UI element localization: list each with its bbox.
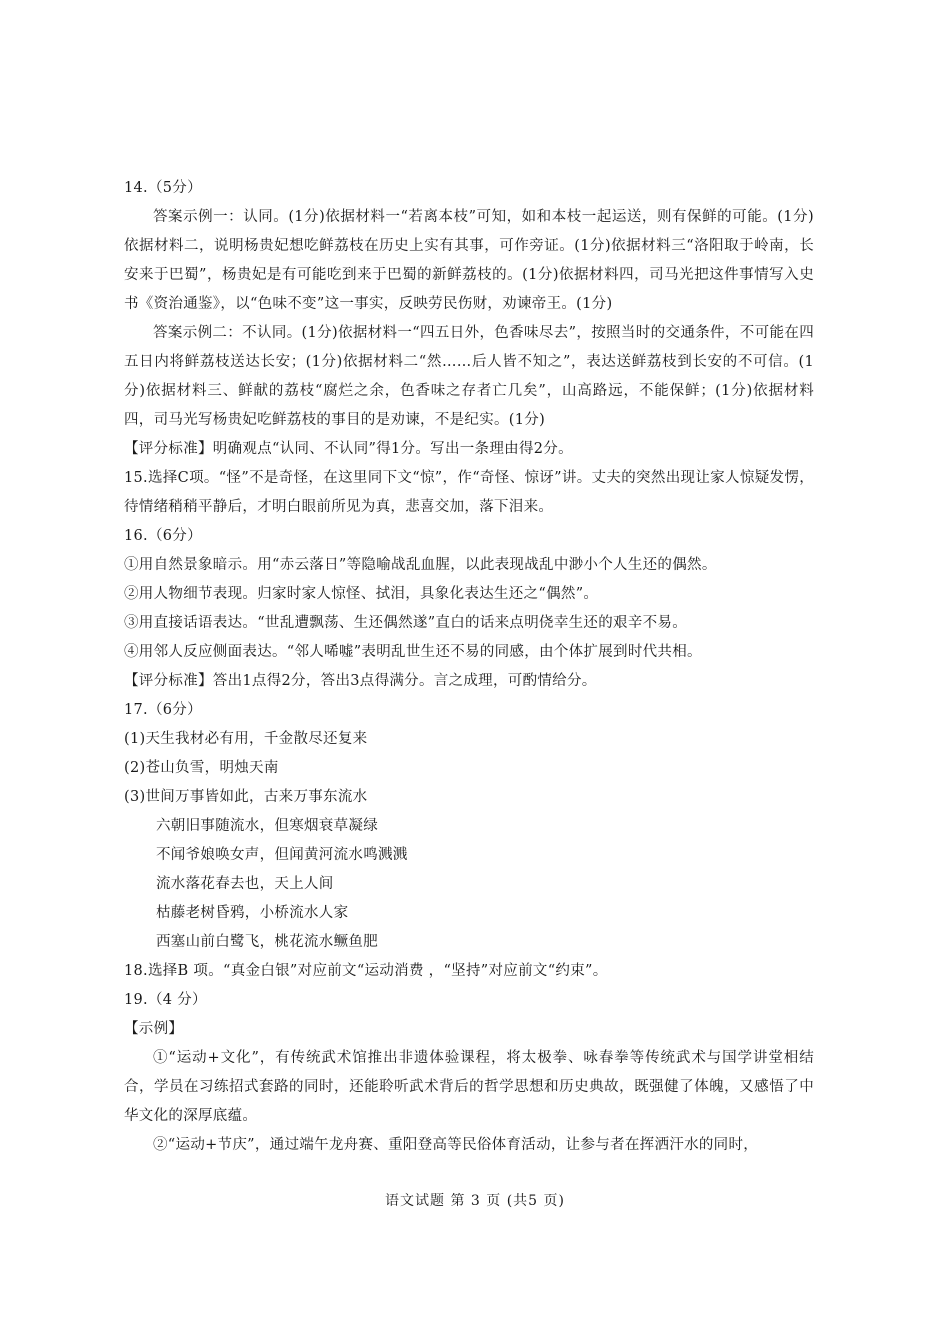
- q17-poem-line-4: 枯藤老树昏鸦，小桥流水人家: [156, 905, 349, 921]
- q17-item-3: (3)世间万事皆如此，古来万事东流水: [124, 789, 368, 805]
- q19-heading: 19.（4 分）: [124, 992, 207, 1008]
- q16-point-2: ②用人物细节表现。归家时家人惊怪、拭泪，具象化表达生还之“偶然”。: [124, 586, 599, 602]
- answer-content: [124, 174, 814, 1160]
- q14-heading: 14.（5分）: [124, 180, 202, 196]
- q14-criteria: 【评分标准】明确观点“认同、不认同”得1分。写出一条理由得2分。: [124, 441, 573, 457]
- page-footer: 语文试题 第 3 页 (共5 页): [385, 1193, 565, 1209]
- q17-heading: 17.（6分）: [124, 702, 202, 718]
- q16-criteria: 【评分标准】答出1点得2分，答出3点得满分。言之成理，可酌情给分。: [124, 673, 597, 689]
- q19-example-label: 【示例】: [124, 1021, 184, 1037]
- q16-heading: 16.（6分）: [124, 528, 202, 544]
- q17-poem-line-2: 不闻爷娘唤女声，但闻黄河流水鸣溅溅: [156, 847, 408, 863]
- q17-item-1: (1)天生我材必有用，千金散尽还复来: [124, 731, 368, 747]
- q16-point-1: ①用自然景象暗示。用“赤云落日”等隐喻战乱血腥，以此表现战乱中渺小个人生还的偶然。: [124, 557, 717, 573]
- q15-answer: 15.选择C项。“怪”不是奇怪，在这里同下文“惊”，作“奇怪、惊讶”讲。丈夫的突然出现让家人惊疑发愣，待情绪稍稍平静后，才明白眼前所见为真，悲喜交加，落下泪来。: [124, 470, 814, 515]
- q17-item-2: (2)苍山负雪，明烛天南: [124, 760, 279, 776]
- q17-poem-line-3: 流水落花春去也，天上人间: [156, 876, 334, 892]
- q19-paragraph-1: ①“运动+文化”，有传统武术馆推出非遗体验课程，将太极拳、咏春拳等传统武术与国学讲堂相结合，学员在习练招式套路的同时，还能聆听武术背后的哲学思想和历史典故，既强健了体魄，又感悟了中华文化的深厚底蕴。: [124, 1050, 814, 1124]
- q18-answer: 18.选择B 项。“真金白银”对应前文“运动消费 ，“坚持”对应前文“约束”。: [124, 963, 608, 979]
- q16-point-4: ④用邻人反应侧面表达。“邻人唏嘘”表明乱世生还不易的同感，由个体扩展到时代共相。: [124, 644, 702, 660]
- q14-example-1: 答案示例一：认同。(1分)依据材料一“若离本枝”可知，如和本枝一起运送，则有保鲜的可能。(1分)依据材料二，说明杨贵妃想吃鲜荔枝在历史上实有其事，可作旁证。(1分)依据材料三“洛阳取于岭南，长安来于巴蜀”，杨贵妃是有可能吃到来于巴蜀的新鲜荔枝的。(1分)依据材料四，司马光把这件事情写入史书《资治通鉴》，以“色味不变”这一事实，反映劳民伤财，劝谏帝王。(1分): [124, 209, 814, 312]
- q17-poem-line-1: 六朝旧事随流水，但寒烟衰草凝绿: [156, 818, 378, 834]
- q16-point-3: ③用直接话语表达。“世乱遭飘荡、生还偶然遂”直白的话来点明侥幸生还的艰辛不易。: [124, 615, 688, 631]
- q17-poem-line-5: 西塞山前白鹭飞，桃花流水鳜鱼肥: [156, 934, 378, 950]
- q19-paragraph-2: ②“运动+节庆”，通过端午龙舟赛、重阳登高等民俗体育活动，让参与者在挥洒汗水的同时，: [153, 1137, 759, 1153]
- q14-example-2: 答案示例二：不认同。(1分)依据材料一“四五日外，色香味尽去”，按照当时的交通条件，不可能在四五日内将鲜荔枝送达长安；(1分)依据材料二“然……后人皆不知之”，表达送鲜荔枝到长安的不可信。(1分)依据材料三、鲜献的荔枝“腐烂之余，色香味之存者亡几矣”，山高路远，不能保鲜；(1分)依据材料四，司马光写杨贵妃吃鲜荔枝的事目的是劝谏，不是纪实。(1分): [124, 325, 814, 428]
